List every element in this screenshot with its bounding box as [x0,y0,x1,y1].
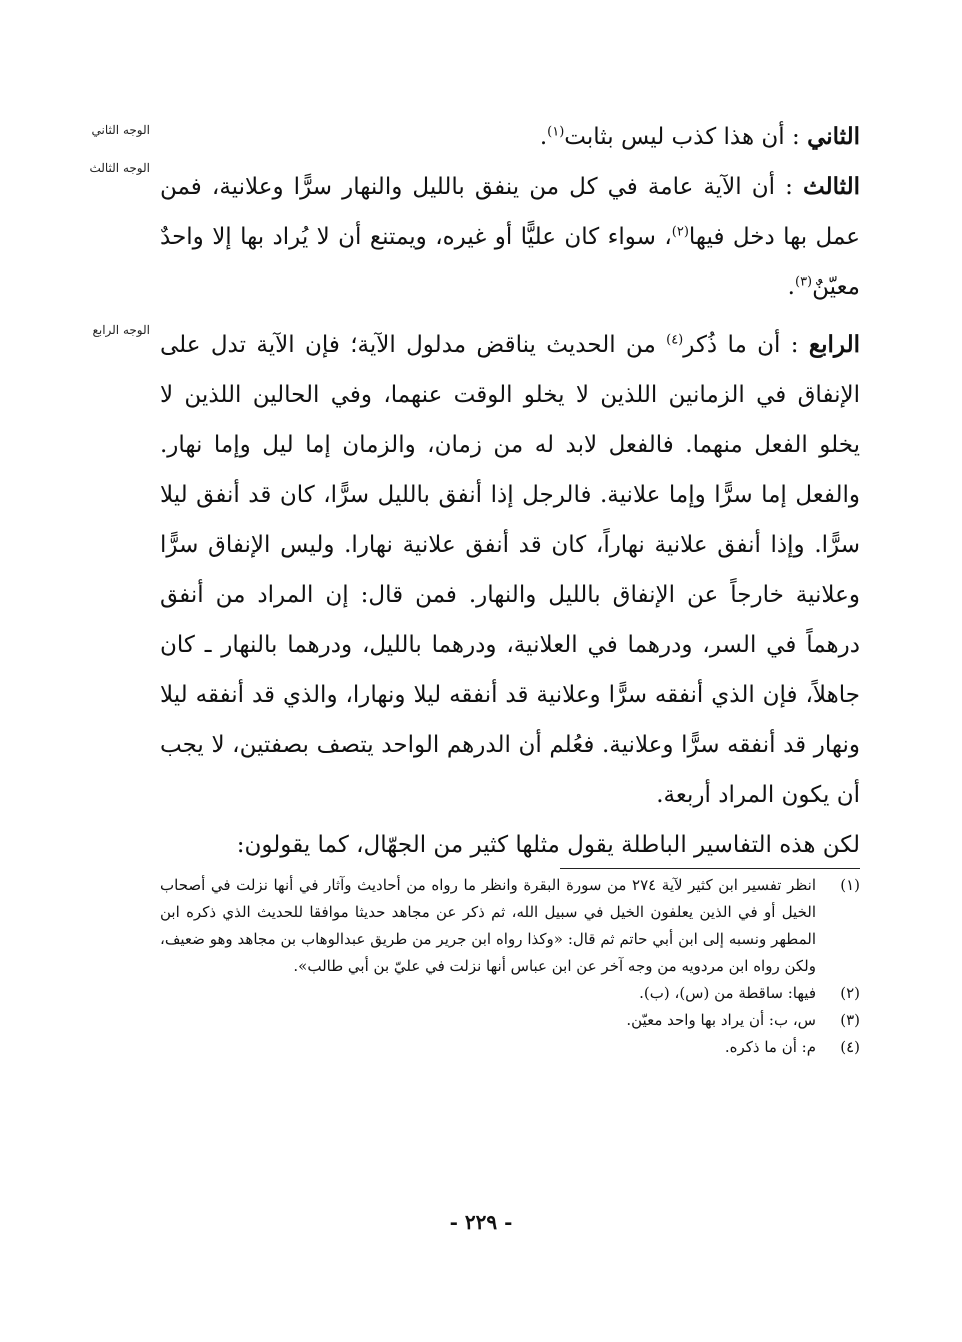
footnote-text: س، ب: أن يراد بها واحد معيّن. [626,1011,816,1029]
footnote-number: (٤) [840,1038,860,1056]
paragraph-text: لكن هذه التفاسير الباطلة يقول مثلها كثير من الجهّال، كما يقولون: [236,832,860,858]
margin-note-third: الوجه الثالث [89,161,150,175]
margin-note-second: الوجه الثاني [91,123,150,137]
footnote-item [160,872,860,980]
paragraph-closing [160,820,860,870]
footnote-item [160,980,860,1007]
footnote-number: (٢) [840,984,860,1002]
paragraph-fourth [160,320,860,820]
footnote-number: (١) [840,876,860,894]
paragraph-text: : أن الآية عامة في كل من ينفق بالليل والنهار سرًّا وعلانية، فمن عمل بها دخل فيها [160,174,860,250]
paragraph-third [160,162,860,312]
paragraph-tail: من الحديث يناقض مدلول الآية؛ فإن الآية تدل على الإنفاق في الزمانين اللذين لا يخلو الوقت عنهما، وفي الحالين اللذين لا يخلو الفعل منهما. فالفعل لابد له من زمان، والزمان إما ليل وإما نهار. والفعل إما سرًّا وإما علانية. فالرجل إذا أنفق بالليل سرًّا، كان قد أنفق ليلا سرًّا. وإذا أنفق علانية نهاراً، كان قد أنفق علانية نهارا. وليس الإنفاق سرًّا وعلانية خارجاً عن الإنفاق بالليل والنهار. فمن قال: إن المراد من أنفق درهماً في السر، ودرهما في العلانية، ودرهما بالليل، ودرهما بالنهار ـ كان جاهلاً، فإن الذي أنفقه سرًّا وعلانية قد أنفقه ليلا ونهارا، والذي قد أنفقه ليلا ونهار قد أنفقه سرًّا وعلانية. فعُلم أن الدرهم الواحد يتصف بصفتين، لا يجب أن يكون المراد أربعة. [160,332,860,808]
footnote-text: فيها: ساقطة من (س)، (ب). [639,984,816,1002]
footnote-text: انظر تفسير ابن كثير لآية ٢٧٤ من سورة البقرة وانظر ما رواه من أحاديث وآثار في أنها نزلت في أصحاب الخيل أو في الذين يعلفون الخيل في سبيل الله، ثم ذكر عن مجاهد حديثا موافقا للحديث الذي ذكره ابن المطهر ونسبه إلى ابن أبي حاتم ثم قال: «وكذا رواه ابن جرير من طريق عبدالوهاب بن مجاهد وهو ضعيف، ولكن رواه ابن مردويه من وجه آخر عن ابن عباس أنها نزلت في عليّ بن أبي طالب». [160,876,816,975]
paragraph-text: : أن ما ذُكر [683,332,799,358]
footnote-number: (٣) [840,1011,860,1029]
footnote-ref: (٤) [666,332,684,348]
paragraph-lead: الرابع [808,331,860,358]
paragraph-text: : أن هذا كذب ليس بثابت [564,124,800,150]
footnotes [160,872,860,1061]
main-text [160,112,860,870]
footnote-divider [560,868,860,869]
footnote-ref: (٣) [794,274,813,290]
paragraph-lead: الثالث [803,173,860,200]
footnote-ref: (٢) [671,224,689,240]
footnote-item [160,1007,860,1034]
page-number: - ٢٢٩ - [449,1210,513,1234]
footnote-text: م: أن ما ذكره. [724,1038,816,1056]
paragraph-lead: الثاني [807,123,860,150]
footnote-item [160,1034,860,1061]
margin-note-fourth: الوجه الرابع [92,323,150,337]
paragraph-second [160,112,860,162]
footnote-ref: (١) [547,124,565,140]
paragraph-tail: . [787,274,795,300]
paragraph-tail: . [539,124,548,150]
paragraph-tail: ، سواء كان عليًّا أو غيره، ويمتنع أن لا يُراد بها إلا واحدٌ معيّنٌ [160,224,860,300]
